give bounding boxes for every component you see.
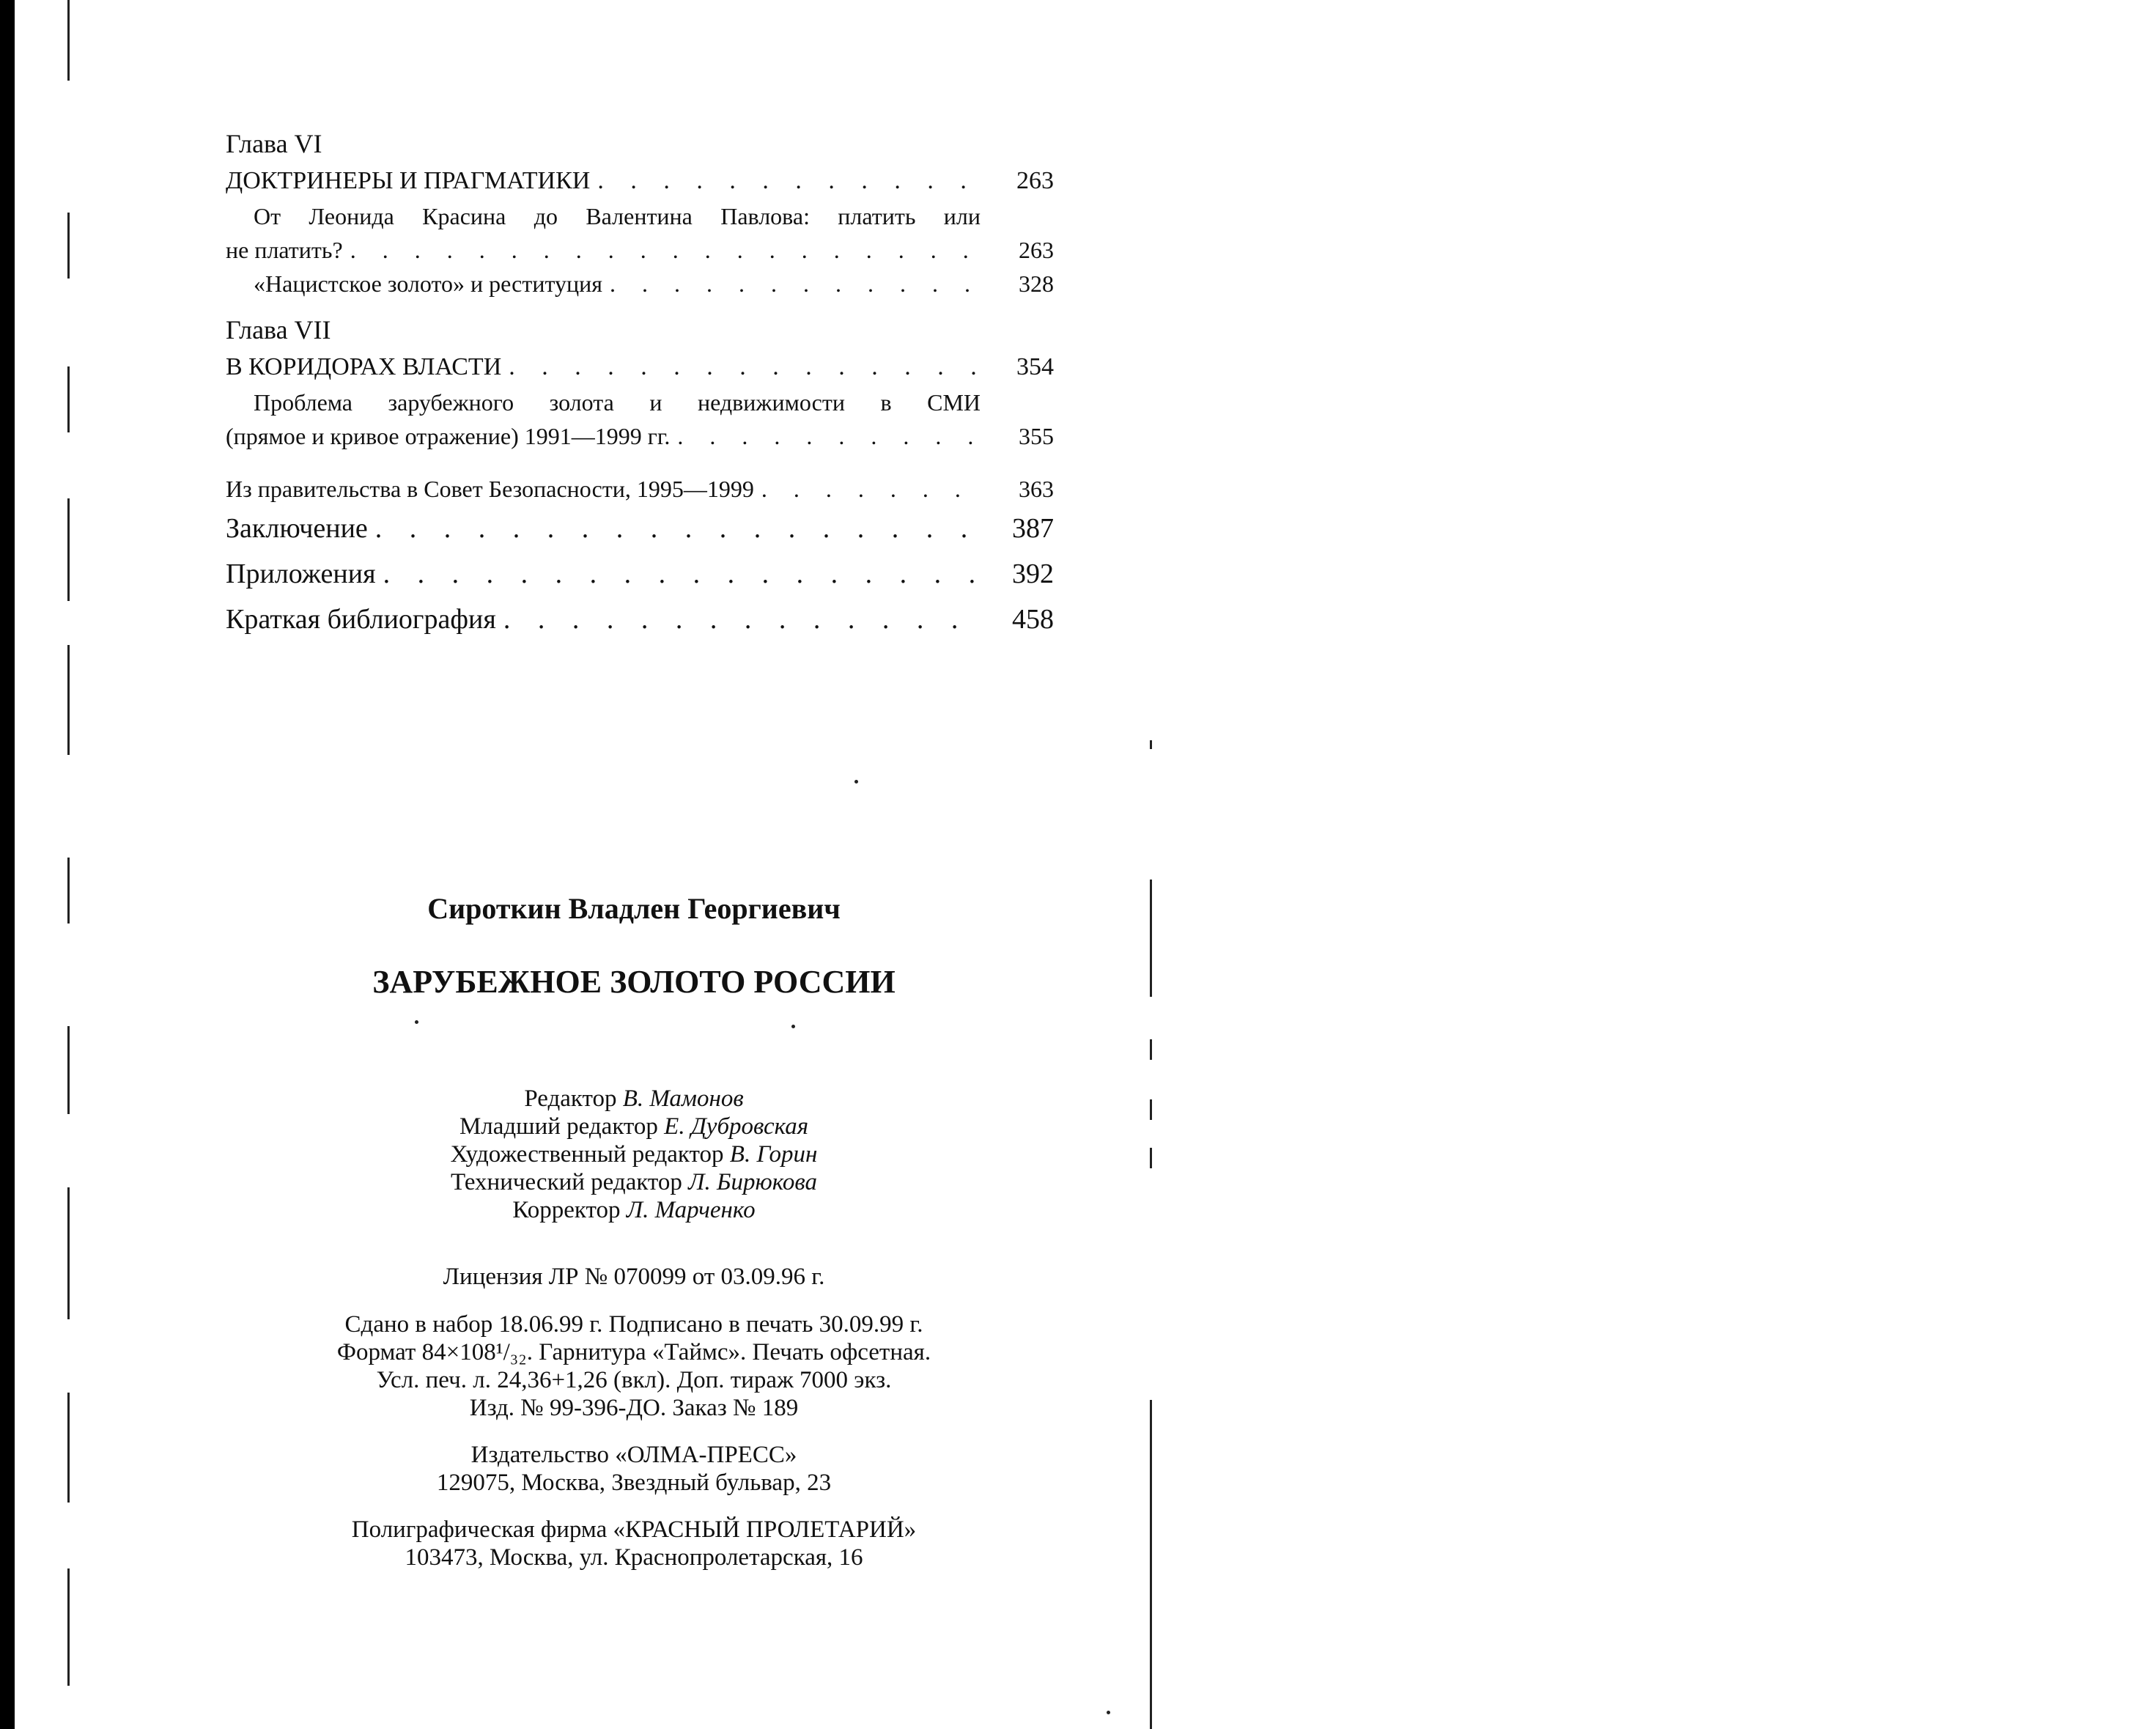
scan-mark: [1150, 1039, 1152, 1060]
leader-dots: [677, 419, 982, 453]
page-number: 263: [1016, 167, 1054, 194]
table-of-contents: [226, 125, 1054, 642]
scan-mark: [67, 366, 70, 432]
page-number: 363: [1019, 476, 1054, 502]
credit-person: Е. Дубровская: [664, 1113, 809, 1140]
colophon: [220, 887, 1048, 1571]
scan-mark: [67, 0, 70, 81]
page-number: 354: [1016, 353, 1054, 380]
toc-entry: [226, 163, 1054, 199]
page-number: 355: [1019, 423, 1054, 449]
publisher-name: Издательство «ОЛМА-ПРЕСС»: [470, 1442, 797, 1468]
scan-mark: [1150, 1099, 1152, 1120]
toc-entry: [226, 233, 1054, 267]
book-title: ЗАРУБЕЖНОЕ ЗОЛОТО РОССИИ: [372, 964, 896, 1000]
scan-mark: [67, 1568, 70, 1686]
toc-entry-title: Краткая библиография: [226, 604, 496, 635]
credits-list: [220, 1085, 1048, 1224]
toc-entry-title: В КОРИДОРАХ ВЛАСТИ: [226, 353, 502, 380]
toc-entry-title: не платить?: [226, 237, 343, 263]
page-number: 458: [1012, 604, 1054, 635]
publisher-info: [220, 1441, 1048, 1497]
credit-line: [220, 1140, 1048, 1168]
credit-role: Редактор: [524, 1085, 617, 1112]
author-name: Сироткин Владлен Георгиевич: [427, 892, 841, 925]
credit-line: [220, 1196, 1048, 1224]
toc-entry-title: Заключение: [226, 513, 368, 544]
scan-mark: [67, 1026, 70, 1114]
page-number: 387: [1012, 513, 1054, 544]
print-info: [220, 1310, 1048, 1422]
scan-mark: [67, 1393, 70, 1503]
scan-mark: [1150, 1148, 1152, 1168]
leader-dots: [509, 349, 982, 386]
publisher-address: 129075, Москва, Звездный бульвар, 23: [436, 1470, 832, 1496]
credit-line: [220, 1113, 1048, 1140]
chapter-label: Глава VI: [226, 129, 322, 158]
leader-dots: [610, 267, 982, 301]
print-info-line: Усл. печ. л. 24,36+1,26 (вкл). Доп. тираж 7000 экз.: [376, 1367, 892, 1393]
credit-person: Л. Марченко: [626, 1197, 756, 1223]
print-info-line: Сдано в набор 18.06.99 г. Подписано в печать 30.09.99 г.: [344, 1311, 923, 1338]
leader-dots: [761, 472, 982, 506]
toc-entry-title: ДОКТРИНЕРЫ И ПРАГМАТИКИ: [226, 167, 591, 194]
toc-entry-title: Из правительства в Совет Безопасности, 1995—1999: [226, 476, 754, 502]
printer-name: Полиграфическая фирма «КРАСНЫЙ ПРОЛЕТАРИЙ»: [351, 1516, 917, 1543]
toc-entry: [226, 472, 1054, 506]
scan-mark: [1150, 740, 1152, 749]
credit-person: Л. Бирюкова: [688, 1169, 818, 1195]
credit-line: [220, 1085, 1048, 1113]
credit-line: [220, 1168, 1048, 1196]
scan-mark: [67, 645, 70, 755]
license-line: Лицензия ЛР № 070099 от 03.09.96 г.: [443, 1264, 825, 1290]
credit-person: В. Мамонов: [622, 1085, 744, 1112]
toc-entry-title: «Нацистское золото» и реституция: [254, 270, 602, 297]
page-number: 392: [1012, 558, 1054, 589]
page-number: 328: [1019, 270, 1054, 297]
print-info-line: Изд. № 99-396-ДО. Заказ № 189: [469, 1395, 799, 1421]
toc-subentry-text: От Леонида Красина до Валентина Павлова: платить или: [254, 203, 981, 229]
scan-mark: [67, 1187, 70, 1319]
printer-info: [220, 1516, 1048, 1571]
scan-mark: [1150, 880, 1152, 997]
toc-subentry-text: Проблема зарубежного золота и недвижимости в СМИ: [254, 389, 981, 416]
credit-person: В. Горин: [729, 1141, 818, 1168]
leader-dots: [383, 551, 982, 597]
scan-mark: [67, 213, 70, 279]
scan-mark: [1150, 1400, 1152, 1729]
toc-entry-title: Приложения: [226, 558, 376, 589]
toc-entry: [226, 597, 1054, 642]
toc-entry: [226, 551, 1054, 597]
leader-dots: [350, 233, 982, 267]
scan-speck: [1107, 1711, 1110, 1714]
toc-entry: [226, 419, 1054, 453]
printer-address: 103473, Москва, ул. Краснопролетарская, 16: [405, 1544, 863, 1571]
toc-entry: [226, 349, 1054, 386]
scan-spine-edge: [0, 0, 15, 1729]
scan-speck: [854, 780, 858, 784]
credit-role: Художественный редактор: [450, 1141, 724, 1168]
credit-role: Младший редактор: [459, 1113, 658, 1140]
print-info-line: Формат 84×108¹/₃₂. Гарнитура «Таймс». Печать офсетная.: [336, 1339, 931, 1365]
credit-role: Технический редактор: [450, 1169, 682, 1195]
leader-dots: [375, 506, 982, 551]
chapter-label: Глава VII: [226, 315, 331, 344]
credit-role: Корректор: [512, 1197, 621, 1223]
scan-mark: [67, 498, 70, 601]
scan-mark: [67, 858, 70, 924]
toc-entry: [226, 267, 1054, 301]
leader-dots: [503, 597, 982, 642]
toc-entry-title: (прямое и кривое отражение) 1991—1999 гг.: [226, 423, 671, 449]
leader-dots: [597, 163, 982, 199]
toc-entry: [226, 506, 1054, 551]
page-number: 263: [1019, 237, 1054, 263]
